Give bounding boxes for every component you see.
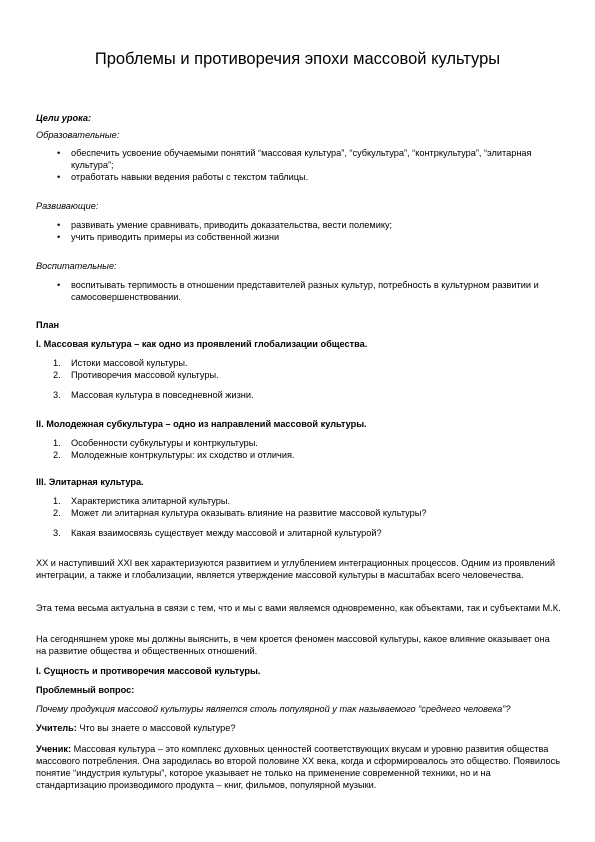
edu-label: Образовательные: xyxy=(36,130,120,140)
edu-list xyxy=(36,147,561,183)
list-item: 2. Молодежные контркультуры: их сходство и отличия. xyxy=(53,450,295,461)
list-item: 3. Какая взаимосвязь существует между массовой и элитарной культурой? xyxy=(53,528,382,539)
plan-section-1: I. Массовая культура – как одно из проявлений глобализации общества. xyxy=(36,339,368,349)
plan-heading: План xyxy=(36,320,60,330)
list-item: 1. Особенности субкультуры и контркультуры. xyxy=(53,438,258,448)
dev-list xyxy=(36,219,561,243)
list-item: 1. Истоки массовой культуры. xyxy=(53,358,188,368)
teacher-line: Учитель: Что вы знаете о массовой культуре? xyxy=(36,723,236,733)
dev-label: Развивающие: xyxy=(36,201,99,211)
problem-question-text: Почему продукция массовой культуры является столь популярной у так называемого “среднего человека”? xyxy=(36,704,511,714)
list-item: • развивать умение сравнивать, приводить доказательства, вести полемику; xyxy=(36,219,561,231)
list-item: 2. Может ли элитарная культура оказывать влияние на развитие массовой культуры? xyxy=(53,508,427,519)
list-item: • воспитывать терпимость в отношении представителей разных культур, потребность в культурном развитии и самосовершенствовании. xyxy=(36,279,561,303)
problem-question-label: Проблемный вопрос: xyxy=(36,685,135,695)
list-item: • обеспечить усвоение обучаемыми понятий “массовая культура”, “субкультура”, “контркультура”, “элитарная культура”; xyxy=(36,147,561,171)
upbringing-list xyxy=(36,279,561,303)
plan-section-1-list xyxy=(36,357,561,401)
relevance-paragraph: Эта тема весьма актуальна в связи с тем, что и мы с вами являемся одновременно, как объектами, так и субъектами М.К. xyxy=(36,603,561,613)
goal-paragraph: На сегодняшнем уроке мы должны выяснить, в чем кроется феномен массовой культуры, какое влияние оказывает она на развитие общества и общественных отношений. xyxy=(36,634,550,657)
upbringing-label: Воспитательные: xyxy=(36,261,117,271)
list-item: • отработать навыки ведения работы с текстом таблицы. xyxy=(36,171,561,183)
plan-section-2-list xyxy=(36,437,561,461)
goals-heading: Цели урока: xyxy=(36,113,92,123)
section-heading: I. Сущность и противоречия массовой культуры. xyxy=(36,666,261,676)
plan-section-3-list xyxy=(36,495,561,539)
student-line: Ученик: Массовая культура – это комплекс духовных ценностей соответствующих вкусам и уровню развития общества массового потребления. Она зародилась во второй половине XX века, когда и сформировалось это общество. Появилось понятие “индустрия культуры”, которое указывает не только на применение современной техники, но и на стандартизацию производимого продукта – книг, фильмов, популярной музыки. xyxy=(36,744,560,791)
plan-section-2: II. Молодежная субкультура – одно из направлений массовой культуры. xyxy=(36,419,367,429)
list-item: 1. Характеристика элитарной культуры. xyxy=(53,496,231,506)
list-item: 2. Противоречия массовой культуры. xyxy=(53,370,219,381)
document-title: Проблемы и противоречия эпохи массовой культуры xyxy=(94,50,501,68)
plan-section-3: III. Элитарная культура. xyxy=(36,477,144,487)
intro-paragraph: XX и наступивший XXI век характеризуются развитием и углублением интеграционных процессов. Одним из проявлений интеграции, а также и глобализации, является утверждение массовой культуры в масштабах всего человечества. xyxy=(36,558,556,581)
list-item: 3. Массовая культура в повседневной жизни. xyxy=(53,390,254,401)
list-item: • учить приводить примеры из собственной жизни xyxy=(36,231,561,243)
